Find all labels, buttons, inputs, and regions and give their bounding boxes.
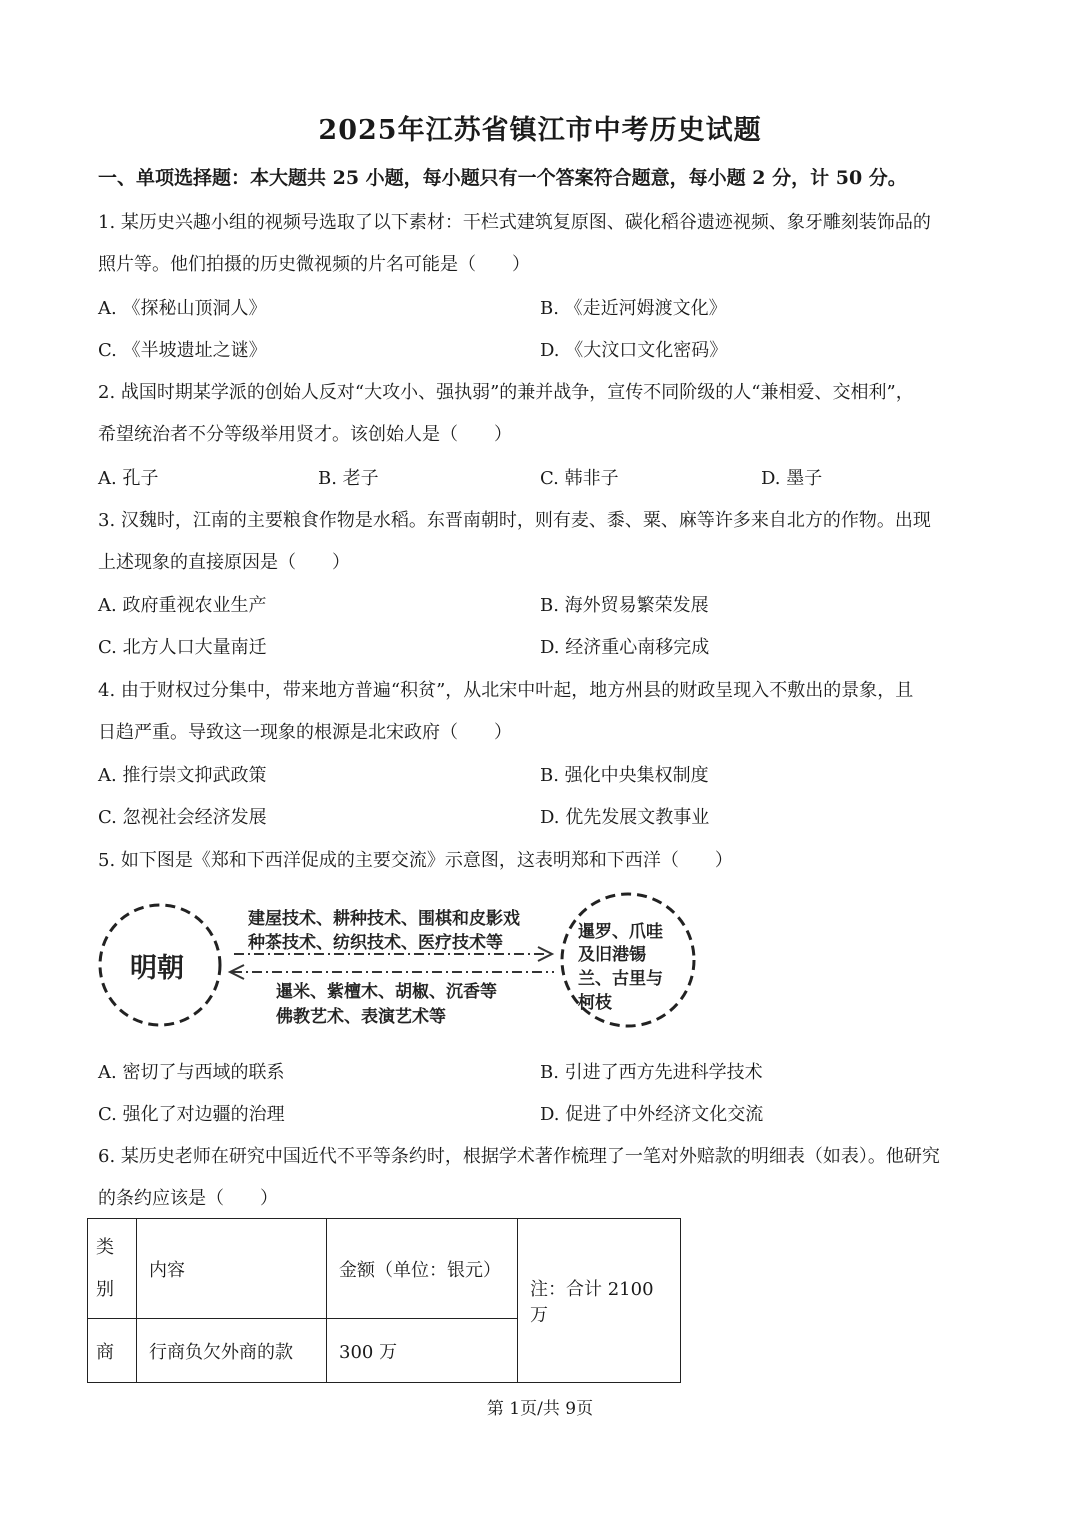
header-category-char-2: 别 xyxy=(96,1278,114,1300)
q1-option-a: A. 《探秘山顶洞人》 xyxy=(98,298,267,319)
west-label-line-4: 柯枝 xyxy=(578,993,612,1013)
import-line-2: 佛教艺术、表演艺术等 xyxy=(276,1007,446,1027)
table-row xyxy=(88,1219,681,1319)
q3-stem-line-1: 3. 汉魏时，江南的主要粮食作物是水稻。东晋南朝时，则有麦、黍、粟、麻等许多来自北方的作物。出现 xyxy=(98,510,931,531)
ming-label: 明朝 xyxy=(130,953,184,984)
indemnity-table xyxy=(87,1218,681,1383)
q4-option-d: D. 优先发展文教事业 xyxy=(540,807,710,828)
q4-option-a: A. 推行崇文抑武政策 xyxy=(98,765,267,786)
q3-option-b: B. 海外贸易繁荣发展 xyxy=(540,595,709,616)
q2-stem-line-1: 2. 战国时期某学派的创始人反对“大攻小、强执弱”的兼并战争，宣传不同阶级的人“兼相爱、交相利”， xyxy=(98,382,914,403)
q3-option-c: C. 北方人口大量南迁 xyxy=(98,637,267,658)
header-amount: 金额（单位：银元） xyxy=(327,1219,518,1319)
row1-content: 行商负欠外商的款 xyxy=(137,1319,327,1383)
header-category xyxy=(88,1219,137,1319)
west-label-line-2: 及旧港锡 xyxy=(578,945,646,965)
q6-stem-line-2: 的条约应该是（ ） xyxy=(98,1188,278,1209)
q5-option-c: C. 强化了对边疆的治理 xyxy=(98,1104,285,1125)
page-footer: 第 1页/共 9页 xyxy=(486,1399,594,1419)
q2-option-a: A. 孔子 xyxy=(98,468,159,489)
section-heading: 一、单项选择题：本大题共 25 小题，每小题只有一个答案符合题意，每小题 2 分，计 50 分。 xyxy=(98,167,907,189)
exchange-diagram xyxy=(98,886,698,1036)
q1-option-c: C. 《半坡遗址之谜》 xyxy=(98,340,267,361)
q2-option-c: C. 韩非子 xyxy=(540,468,619,489)
q1-option-b: B. 《走近河姆渡文化》 xyxy=(540,298,727,319)
west-label-line-1: 暹罗、爪哇 xyxy=(578,922,663,942)
q5-option-d: D. 促进了中外经济文化交流 xyxy=(540,1104,764,1125)
table-note: 注：合计 2100 万 xyxy=(518,1219,681,1383)
page-title: 2025年江苏省镇江市中考历史试题 xyxy=(318,115,762,146)
q2-option-b: B. 老子 xyxy=(318,468,379,489)
export-line-2: 种茶技术、纺织技术、医疗技术等 xyxy=(248,933,503,953)
q3-stem-line-2: 上述现象的直接原因是（ ） xyxy=(98,552,350,573)
q4-stem-line-1: 4. 由于财权过分集中，带来地方普遍“积贫”，从北宋中叶起，地方州县的财政呈现入不敷出的景象，且 xyxy=(98,680,914,701)
row1-category: 商 xyxy=(88,1319,137,1383)
header-category-char-1: 类 xyxy=(96,1236,114,1258)
q4-option-b: B. 强化中央集权制度 xyxy=(540,765,709,786)
q3-option-d: D. 经济重心南移完成 xyxy=(540,637,710,658)
q2-stem-line-2: 希望统治者不分等级举用贤才。该创始人是（ ） xyxy=(98,424,512,445)
q3-option-a: A. 政府重视农业生产 xyxy=(98,595,267,616)
export-line-1: 建屋技术、耕种技术、围棋和皮影戏 xyxy=(248,909,520,929)
q2-option-d: D. 墨子 xyxy=(761,468,823,489)
q4-option-c: C. 忽视社会经济发展 xyxy=(98,807,267,828)
q4-stem-line-2: 日趋严重。导致这一现象的根源是北宋政府（ ） xyxy=(98,722,512,743)
q1-option-d: D. 《大汶口文化密码》 xyxy=(540,340,728,361)
q6-stem-line-1: 6. 某历史老师在研究中国近代不平等条约时，根据学术著作梳理了一笔对外赔款的明细表（如表）。他研究 xyxy=(98,1146,940,1167)
q1-stem-line-1: 1. 某历史兴趣小组的视频号选取了以下素材：干栏式建筑复原图、碳化稻谷遗迹视频、象牙雕刻装饰品的 xyxy=(98,212,931,233)
import-line-1: 暹米、紫檀木、胡椒、沉香等 xyxy=(276,982,497,1002)
q5-option-b: B. 引进了西方先进科学技术 xyxy=(540,1062,763,1083)
q5-option-a: A. 密切了与西域的联系 xyxy=(98,1062,285,1083)
header-content: 内容 xyxy=(137,1219,327,1319)
west-label-line-3: 兰、古里与 xyxy=(578,969,663,989)
q5-stem-line-1: 5. 如下图是《郑和下西洋促成的主要交流》示意图，这表明郑和下西洋（ ） xyxy=(98,850,733,871)
q1-stem-line-2: 照片等。他们拍摄的历史微视频的片名可能是（ ） xyxy=(98,254,530,275)
row1-amount: 300 万 xyxy=(327,1319,518,1383)
